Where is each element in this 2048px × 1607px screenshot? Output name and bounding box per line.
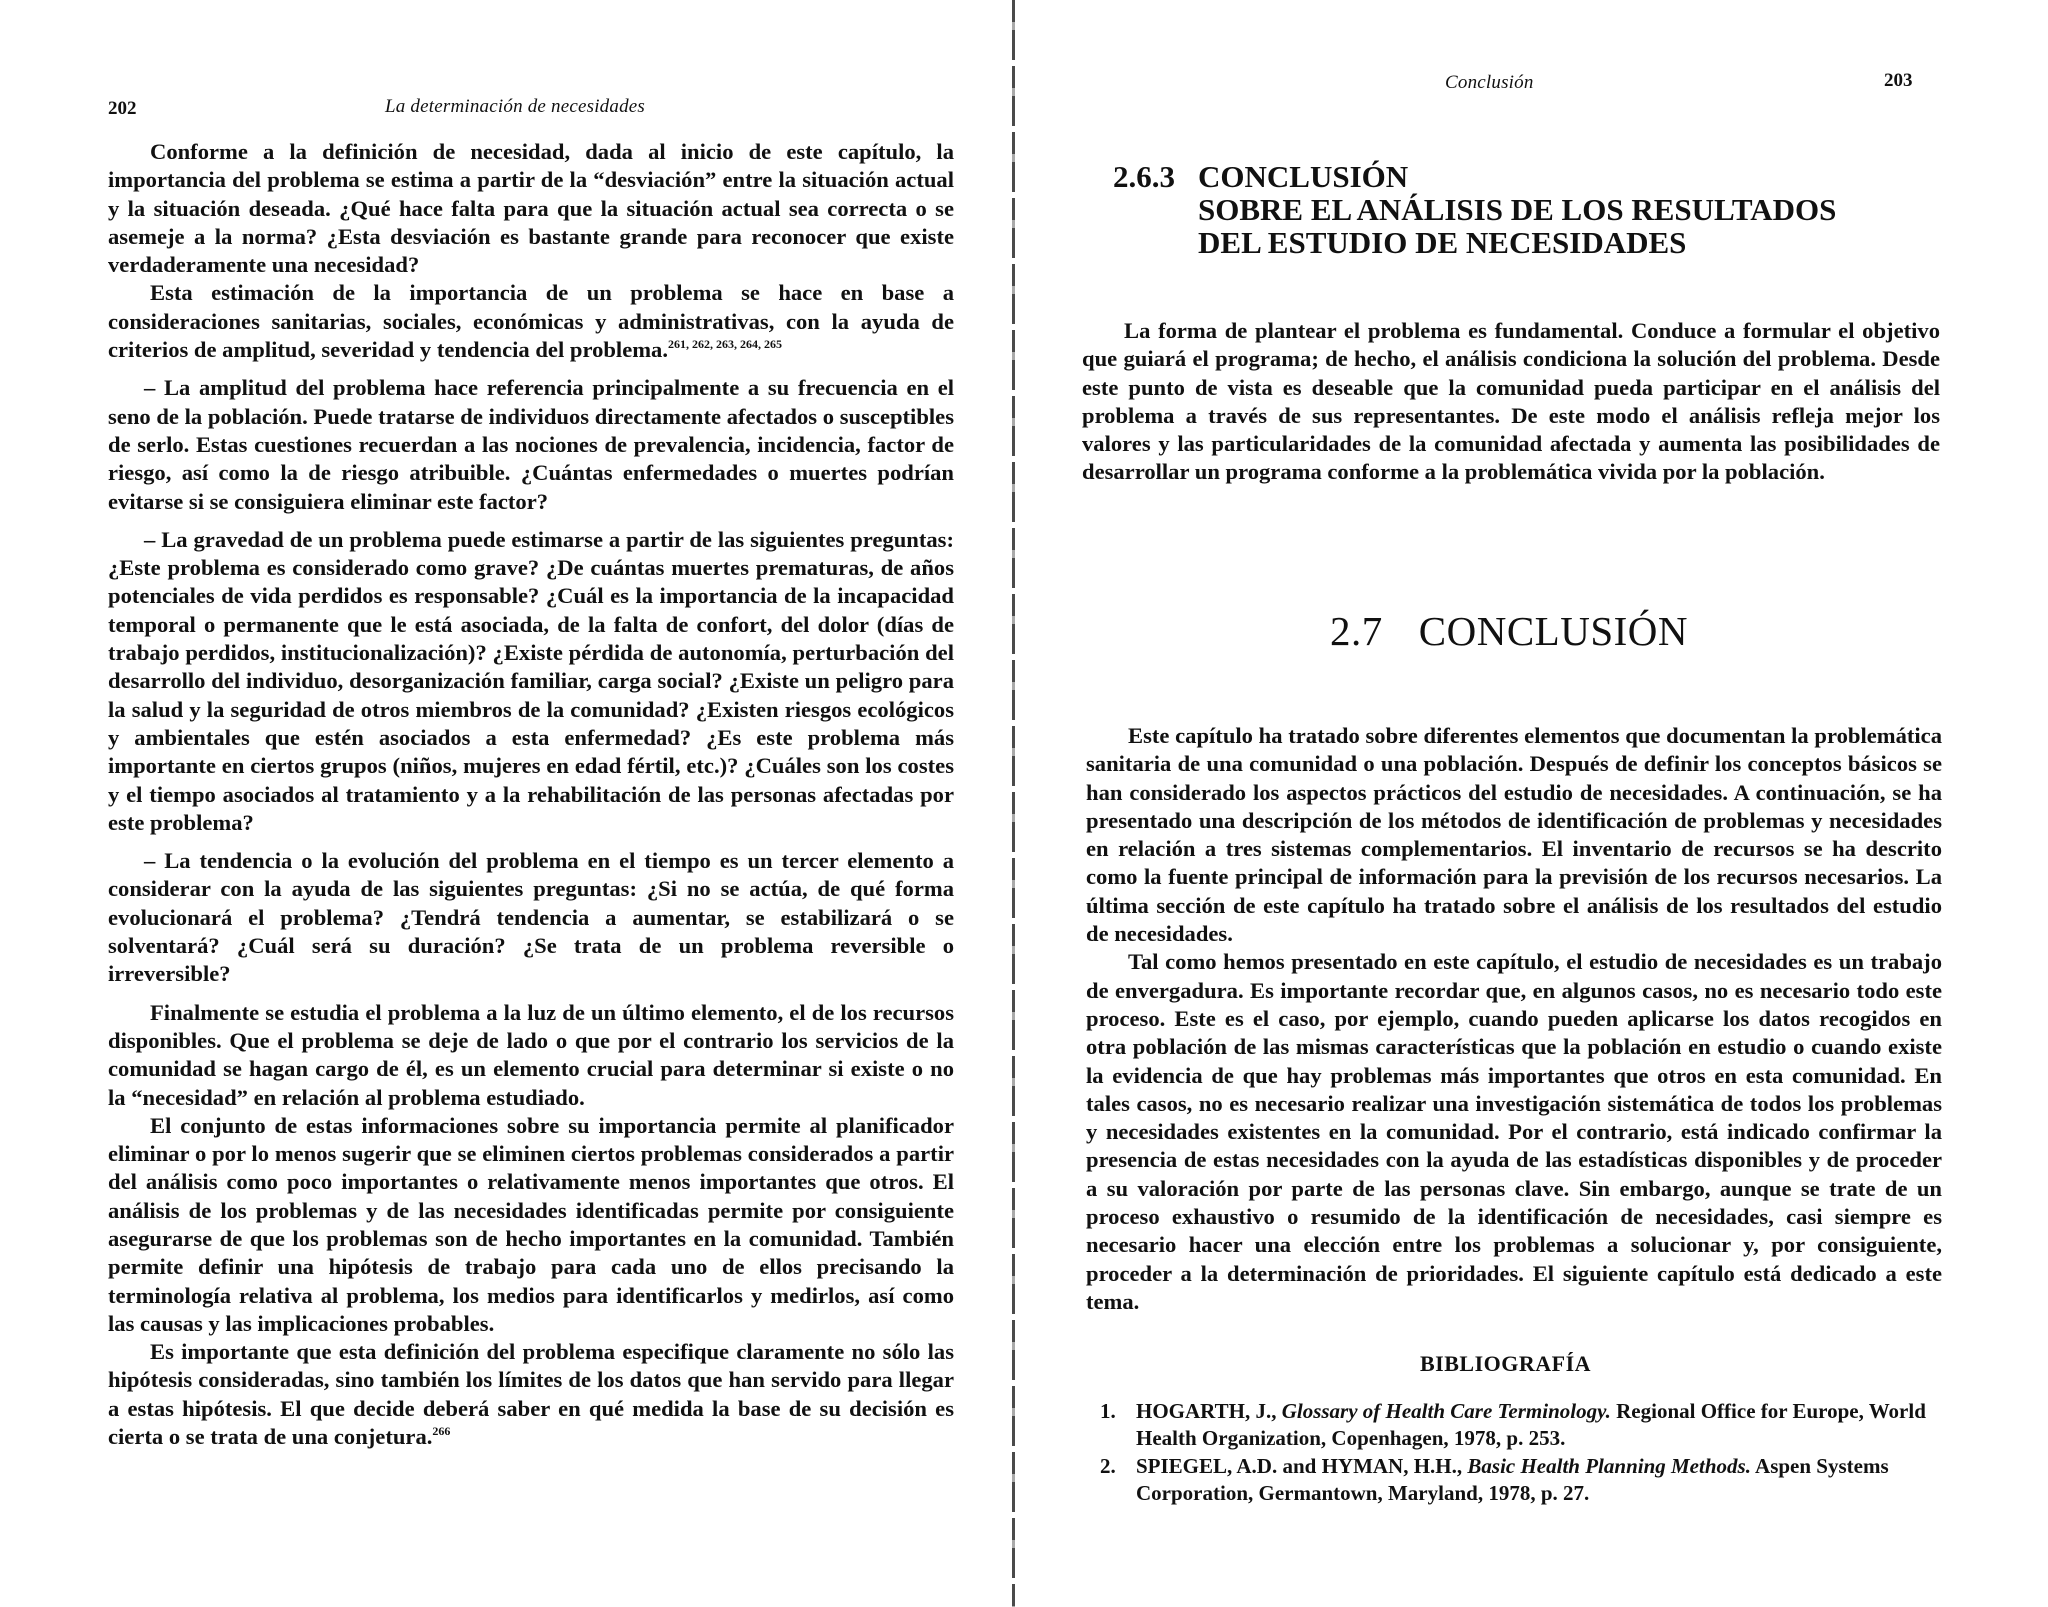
entry-authors: SPIEGEL, A.D. and HYMAN, H.H., xyxy=(1136,1454,1468,1478)
paragraph: La forma de plantear el problema es fundamental. Conduce a formular el objetivo que guiará el programa; de hecho, el análisis condiciona la solución del problema. Desde este punto de vista es deseable que la comunidad pueda participar en el análisis del problema a través de sus representantes. De este modo el análisis refleja mejor los valores y las particularidades de la comunidad afectada y aumenta las posibilidades de desarrollar un programa conforme a la problemática vivida por la población. xyxy=(1082,318,1940,485)
bibliography-entry xyxy=(1100,1453,1950,1507)
paragraph: Finalmente se estudia el problema a la luz de un último elemento, el de los recursos disponibles. Que el problema se deje de lado o que por el contrario los servicios de la comunidad se hagan cargo de él, es un elemento crucial para determinar si existe o no la “necesidad” en relación al problema estudiado. xyxy=(108,999,954,1110)
entry-details: Regional Office for Europe, World Health Organization, Copenhagen, 1978, p. 253. xyxy=(1136,1399,1926,1450)
book-spine xyxy=(1012,0,1015,1607)
section-title xyxy=(1198,160,1978,259)
left-page xyxy=(0,0,1010,1607)
paragraph: – La amplitud del problema hace referencia principalmente a su frecuencia en el seno de la población. Puede tratarse de individuos directamente afectados o susceptibles de serlo. Estas cuestiones recuerdan a las nociones de prevalencia, incidencia, factor de riesgo, así como la de riesgo atribuible. ¿Cuántas enfermedades o muertes podrían evitarse si se consiguiera eliminar este factor? xyxy=(108,375,954,514)
paragraph: El conjunto de estas informaciones sobre su importancia permite al planificador eliminar o por lo menos sugerir que se eliminen ciertos problemas considerados a partir del análisis como poco importantes o relativamente menos importantes que otros. El análisis de los problemas y de las necesidades identificadas permite por consiguiente asegurarse de que los problemas son de hecho importantes en la comunidad. También permite definir una hipótesis de trabajo para cada uno de ellos precisando la terminología relativa al problema, los medios para identificarlos y medirlos, así como las causas y las implicaciones probables. xyxy=(108,1112,954,1336)
section-body-text xyxy=(1082,317,1940,487)
page-number: 202 xyxy=(108,98,137,119)
section-number: 2.6.3 xyxy=(1113,159,1175,194)
paragraph: Este capítulo ha tratado sobre diferentes elementos que documentan la problemática sanitaria de una comunidad o una población. Después de definir los conceptos básicos se han considerado los aspectos prácticos del estudio de necesidades. A continuación, se ha presentado una descripción de los métodos de identificación de problemas y necesidades en relación a tres sistemas complementarios. El inventario de recursos se ha descrito como la fuente principal de información para la previsión de los recursos necesarios. La última sección de este capítulo ha tratado sobre el análisis de los resultados del estudio de necesidades. xyxy=(1086,723,1942,947)
bibliography-list xyxy=(1100,1398,1950,1508)
paragraph-text: Esta estimación de la importancia de un problema se hace en base a consideraciones sanitarias, sociales, económicas y administrativas, con la ayuda de criterios de amplitud, severidad y tendencia del problema. xyxy=(108,280,954,363)
paragraph: – La gravedad de un problema puede estimarse a partir de las siguientes preguntas: ¿Este problema es considerado como grave? ¿De cuántas muertes prematuras, de años potenciales de vida perdidos es responsable? ¿Cuál es la importancia de la incapacidad temporal o permanente que le está asociada, de la falta de confort, del dolor (días de trabajo perdidos, institucionalización)? ¿Existe pérdida de autonomía, perturbación del desarrollo del individuo, desorganización familiar, carga social? ¿Existe un peligro para la salud y la seguridad de otros miembros de la comunidad? ¿Existen riesgos ecológicos y ambientales que estén asociados a esta enfermedad? ¿Es este problema más importante en ciertos grupos (niños, mujeres en edad fértil, etc.)? ¿Cuáles son los costes y el tiempo asociados al tratamiento y a la rehabilitación de las personas afectadas por este problema? xyxy=(108,526,954,835)
chapter-number: 2.7 xyxy=(1330,608,1383,654)
paragraph-text: Es importante que esta definición del problema especifique claramente no sólo las hipótesis consideradas, sino también los límites de los datos que han servido para llegar a estas hipótesis. El que decide deberá saber en qué medida la base de su decisión es cierta o se trata de una conjetura. xyxy=(108,1339,954,1450)
paragraph xyxy=(108,1338,954,1451)
bibliography-title: BIBLIOGRAFÍA xyxy=(1420,1351,1592,1376)
left-body-text xyxy=(108,138,954,1451)
entry-work-title: Glossary of Health Care Terminology. xyxy=(1281,1399,1611,1423)
paragraph: Conforme a la definición de necesidad, dada al inicio de este capítulo, la importancia del problema se estima a partir de la “desviación” entre la situación actual y la situación deseada. ¿Qué hace falta para que la situación actual sea correcta o se asemeje a la norma? ¿Esta desviación es bastante grande para reconocer que existe verdaderamente una necesidad? xyxy=(108,139,954,278)
conclusion-body-text xyxy=(1086,722,1942,1316)
section-title-line: CONCLUSIÓN xyxy=(1198,159,1409,194)
entry-details: Aspen Systems Corporation, Germantown, Maryland, 1978, p. 27. xyxy=(1136,1454,1889,1505)
right-page xyxy=(1020,0,2048,1607)
reference-superscript: 266 xyxy=(432,1424,451,1439)
paragraph: Tal como hemos presentado en este capítulo, el estudio de necesidades es un trabajo de envergadura. Es importante recordar que, en algunos casos, no es necesario todo este proceso. Este es el caso, por ejemplo, cuando pueden aplicarse los datos recogidos en otra población de las mismas características que la población en estudio o cuando existe la evidencia de que hay problemas más importantes que otros en esta comunidad. En tales casos, no es necesario realizar una investigación sistemática de todos los problemas y necesidades existentes en la comunidad. Por el contrario, está indicado confirmar la presencia de estas necesidades con la ayuda de las estadísticas disponibles y de proceder a su valoración por parte de las personas clave. Sin embargo, aunque se trate de un proceso exhaustivo o resumido de la identificación de necesidades, casi siempre es necesario hacer una elección entre los problemas a solucionar y, por consiguiente, proceder a la determinación de prioridades. El siguiente capítulo está dedicado a este tema. xyxy=(1086,949,1942,1314)
running-head: Conclusión xyxy=(1445,72,1534,93)
chapter-heading xyxy=(1330,608,1688,654)
entry-authors: HOGARTH, J., xyxy=(1136,1399,1282,1423)
entry-number: 1. xyxy=(1100,1399,1116,1423)
running-head: La determinación de necesidades xyxy=(385,96,646,117)
bibliography-entry xyxy=(1100,1398,1950,1452)
entry-number: 2. xyxy=(1100,1454,1116,1478)
entry-work-title: Basic Health Planning Methods. xyxy=(1467,1454,1751,1478)
paragraph xyxy=(108,279,954,364)
paragraph: – La tendencia o la evolución del problema en el tiempo es un tercer elemento a considerar con la ayuda de las siguientes preguntas: ¿Si no se actúa, de qué forma evolucionará el problema? ¿Tendrá tendencia a aumentar, se estabilizará o se solventará? ¿Cuál será su duración? ¿Se trata de un problema reversible o irreversible? xyxy=(108,848,954,987)
reference-superscript: 261, 262, 263, 264, 265 xyxy=(668,337,783,352)
chapter-title: CONCLUSIÓN xyxy=(1418,608,1688,654)
page-number: 203 xyxy=(1884,70,1913,91)
section-title-line: DEL ESTUDIO DE NECESIDADES xyxy=(1198,225,1687,260)
section-title-line: SOBRE EL ANÁLISIS DE LOS RESULTADOS xyxy=(1198,192,1837,227)
